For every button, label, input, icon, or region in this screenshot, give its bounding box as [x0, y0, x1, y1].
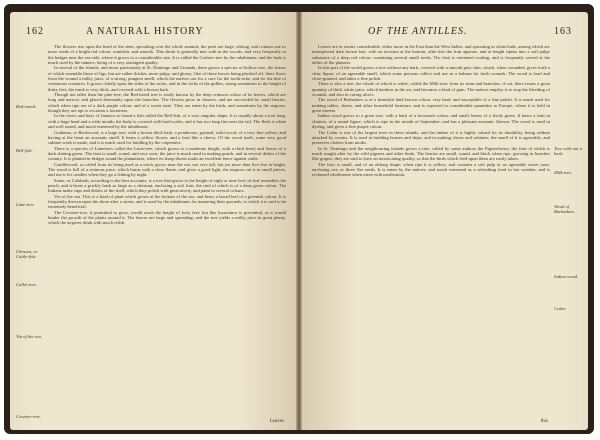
paragraph: The Cowtree-tree, if permitted to grow, would reach the height of forty feet; but this luxuriance is prevented, as it would hinder the growth of the plants around it. The leaves are large and spreading; and the tree yields a milky juice in great plenty, which the negroes drink with much relish. [48, 209, 286, 226]
left-running-title: A NATURAL HISTORY [86, 26, 204, 37]
margin-note: Lime-tree. [16, 202, 35, 207]
margin-note: Vin of the sea. [16, 334, 42, 339]
paragraph: In this part of the world grows a tree without any bark, covered with a smooth grey skin, which, when wounded, gives forth a clear liquor, of an agreeable smell, which some persons collect and use as a balsam for fresh wounds. The wood is hard and close-grained, and takes a fine polish. [312, 65, 550, 82]
right-catchword: this [540, 419, 548, 424]
paragraph: Vin of the sea. This is a kind of plant which grows at the bottom of the sea, and bears a broad leaf of a greenish colour. It is frequently thrown upon the shore after a storm, and is used by the inhabitants for manuring their grounds, to which it is said to be extremely beneficial. [48, 193, 286, 210]
paragraph: Some, or Calabash, according to the best accounts, is a tree that grows to the height of eight or nine feet; its leaf resembles the peach, and it bears a prickly husk as large as a chestnut, enclosing a soft fruit, the rind of which is of a deep green colour. The Indians make cups and dishes of the shell, which they polish with great nicety, and paint in several colours. [48, 177, 286, 194]
paragraph: In several of the islands, and more particularly at St. Domingo and Grenada, there grows a species of hollow tree, the leaves of which resemble those of figs, but are rather thicker, more pulpy, and glossy. One of these leaves being plucked off, there flows from the wound a milky juice, of a strong, pungent smell, which the natives use for a cure for the tooth-ache, and for the bite of venomous creatures. It grows chiefly upon the sides of the rocks, and in the clefts of the gullies, rising sometimes to the height of thirty feet; the trunk is very thick, and covered with a brown bark. [48, 65, 286, 92]
paragraph: In St. Domingo and the neighbouring islands grows a tree, called by some authors the Pigeon-berry, the fruit of which is much sought after by the wild pigeons and other birds. The berries are small, round, and black when ripe, growing in bunches like grapes; they are said to have an intoxicating quality, so that the birds which feed upon them are easily taken. [312, 145, 550, 162]
paragraph: The fruit is small, and of an oblong shape; when ripe it is yellow, and contains a soft pulp of an agreeable sweet taste, enclosing two or three flat seeds. It is eaten by the natives, and much esteemed as a refreshing food in hot weather, and is reckoned wholesome when eaten with moderation. [312, 161, 550, 178]
margin-note: Milk-tree. [554, 170, 573, 175]
margin-note: Wood of Barbadoes. [554, 204, 576, 214]
right-page [302, 12, 588, 430]
margin-note: Tree with-out a bark. [554, 146, 582, 156]
left-running-head [26, 26, 280, 40]
margin-note: Bell-fish. [16, 148, 33, 153]
right-page-number: 163 [554, 26, 572, 37]
margin-note: Red-eared. [16, 104, 37, 109]
paragraph: Leaves are in winter considerable, either more in the East than the West Indies, and sprouting in white buds, among which are interspersed dark brown leaf, with an incision at the bottom; after this the fruit appears, and at length ripens into a soft pulpy substance of a deep red colour, containing several small seeds. The fruit is esteemed cooling, and is frequently served at the tables of the planters. [312, 44, 550, 66]
right-margin-notes [554, 44, 582, 418]
paragraph: The wood of Barbadoes is of a beautiful dark brown colour, very hard, and susceptible of a fine polish. It is much used for making tables, chairs, and other household furniture, and is exported in considerable quantities to Europe, where it is held in great esteem. [312, 97, 550, 114]
paragraph: Guilanna, or Buckwood, is a large tree, with a brown thick bark, a ponderous, grained, solid wood, of a very fine yellow, and having at the heart an aromatic smell. It bears a yellow flower, and a fruit like a cherry. Of the wood itself, some very good cabinet work is made, and it is much used for building by the carpenters. [48, 129, 286, 146]
right-body-text [312, 44, 550, 418]
left-page-number: 162 [26, 26, 44, 37]
open-book [4, 4, 594, 434]
right-running-head [318, 26, 572, 40]
left-body-text [48, 44, 286, 418]
left-catchword: Leaves [269, 419, 284, 424]
paragraph: The Cedar is one of the largest trees in these islands, and the timber of it is highly valued for its durability, being seldom attacked by worms. It is used in building houses and ships, and in making chests and cabinets; the smell of it is agreeable, and preserves clothes from moths. [312, 129, 550, 146]
margin-note: Chesnut, or Cuttle-fish. [16, 249, 38, 259]
paragraph: Though not taller than the pine-tree, the Red-eared tree is easily known by the deep crimson colour of its leaves, which are long and narrow, and placed alternately upon the branches. The flowers grow in clusters, and are succeeded by small berries, which when ripe are of a dark purple colour, and of a sweet taste. They are eaten by the birds, and sometimes by the negroes, though they are apt to occasion a looseness. [48, 92, 286, 114]
margin-note: Indian wood. [554, 274, 579, 279]
paragraph: In the rivers and bays of Jamaica is found a fish called the Bell-fish, of a very singular shape. It is usually about a foot long, with a large head and a wide mouth; the body is covered with hard scales, and it has two long fins near the tail. The flesh is white and well tasted, and much esteemed by the inhabitants. [48, 113, 286, 130]
margin-note: Cowtree-tree. [16, 414, 42, 419]
paragraph: There is also a tree, the whole of which is white, called the Milk-tree; from its stem and branches, if cut, there issues a great quantity of thick white juice, which hardens in the air, and becomes a kind of gum. The natives employ it to stop the bleeding of wounds, and also in curing ulcers. [312, 81, 550, 98]
margin-note: Callet-tree. [16, 282, 37, 287]
paragraph: There is a species of Limettoes called the Lime-tree, which grows to a moderate height, with a thick head, and leaves of a dark shining green. The fruit is small, round, and very sour; the juice is much used in making punch, and in several dishes of the country. It is planted in hedges round the plantations, where its sharp thorns make an excellent fence against cattle. [48, 145, 286, 162]
left-margin-notes [16, 44, 44, 418]
paragraph: Indian wood grows to a great size, with a bark of a brownish colour, and small leaves of a lively green. It bears a fruit in clusters, of a round figure, which is ripe in the month of September, and has a pleasant aromatic flavour. The wood is used in dyeing, and gives a fine purple colour. [312, 113, 550, 130]
right-running-title: OF THE ANTILLES. [368, 26, 468, 37]
margin-note: Cedar. [554, 306, 567, 311]
left-page [10, 12, 296, 430]
paragraph: The flowers rise upon the head of the stem, spreading over the whole summit; the pods are large, oblong, and contain one or more seeds of a bright red colour, roundish, and smooth. This shrub is generally met with in the woods, and very frequently in the hedges near the sea-side, where it grows to a considerable size. It is called the Cashew-tree by the inhabitants; and the bark is much used by the tanners, being of a very astringent quality. [48, 44, 286, 66]
paragraph: Candlewood, so called from its being used as a torch, grows near the sea, not very tall, but yet more than five feet in height. The wood is full of a resinous juice, which burns with a clear flame, and gives a good light; the negroes cut it in small pieces, and use it for candles when they go a fishing by night. [48, 161, 286, 178]
